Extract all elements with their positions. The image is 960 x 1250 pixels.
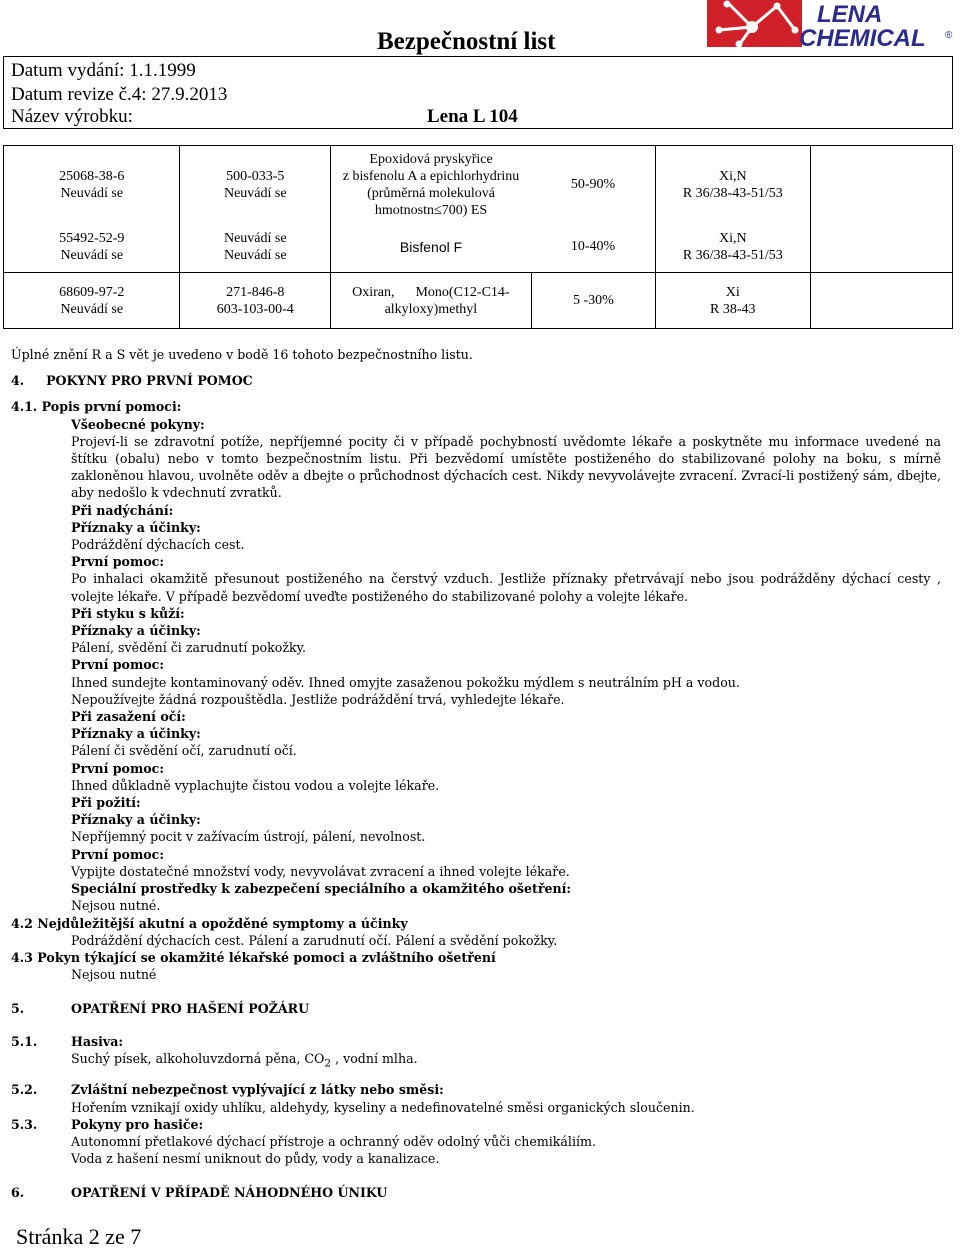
first-aid-label: První pomoc:: [71, 846, 164, 862]
section52-text: Hořením vznikají oxidy uhlíku, aldehydy, kyseliny a nedefinovatelné směsi organických sloučenin.: [71, 1099, 695, 1115]
section43-text: Nejsou nutné: [71, 967, 157, 983]
empty-cell: [810, 146, 952, 273]
ec-cell: 500-033-5 Neuvádí se Neuvádí se Neuvádí se: [180, 146, 331, 273]
empty-cell: [810, 273, 952, 329]
special-text: Nejsou nutné.: [71, 898, 161, 914]
section43-title: 4.3 Pokyn týkající se okamžité lékařské pomoci a zvláštního ošetření: [11, 949, 496, 965]
general-label: Všeobecné pokyny:: [71, 416, 205, 432]
cas-cell: 25068-38-6 Neuvádí se 55492-52-9 Neuvádí se: [4, 146, 180, 273]
logo-text-bottom: CHEMICAL: [799, 25, 926, 50]
concentration: 10-40%: [570, 239, 616, 254]
r-s-note: Úplné znění R a S vět je uvedeno v bodě 16 tohoto bezpečnostního listu.: [11, 347, 473, 362]
section41-title: 4.1. Popis první pomoci:: [11, 399, 182, 415]
product-label: Název výrobku:: [11, 106, 133, 127]
composition-table: [3, 145, 953, 329]
eye-label: Při zasažení očí:: [71, 709, 186, 725]
inhalation-label: Při nadýchání:: [71, 502, 174, 518]
section4-heading: 4. POKYNY PRO PRVNÍ POMOC: [11, 373, 253, 389]
section6-heading: 6. OPATŘENÍ V PŘÍPADĚ NÁHODNÉHO ÚNIKU: [11, 1185, 388, 1201]
eye-symptoms: Pálení či svědění očí, zarudnutí očí.: [71, 743, 297, 759]
main-content: [11, 346, 941, 1202]
symptoms-label: Příznaky a účinky:: [71, 812, 201, 828]
table-row: [4, 273, 953, 329]
class-cell: Xi R 38-43: [656, 273, 811, 329]
first-aid-label: První pomoc:: [71, 657, 164, 673]
section42-title: 4.2 Nejdůležitější akutní a opožděné symptomy a účinky: [11, 915, 408, 931]
section53-text-2: Voda z hašení nesmí uniknout do půdy, vody a kanalizace.: [71, 1151, 440, 1167]
symptoms-label: Příznaky a účinky:: [71, 726, 201, 742]
table-row: [4, 146, 953, 273]
skin-label: Při styku s kůží:: [71, 605, 185, 621]
eye-aid: Ihned důkladně vyplachujte čistou vodou a volejte lékaře.: [71, 777, 440, 793]
ingestion-aid: Vypijte dostatečné množství vody, nevyvolávat zvracení a ihned volejte lékaře.: [71, 863, 570, 879]
name-conc-cell: Epoxidová pryskyřice z bisfenolu A a epichlorhydrinu (průměrná molekulová hmotnostn≤700) ES 50-90% Bisfenol F 10-40%: [331, 146, 656, 273]
section5-heading: 5. OPATŘENÍ PRO HAŠENÍ POŽÁRU: [11, 1001, 310, 1017]
symptoms-label: Příznaky a účinky:: [71, 623, 201, 639]
ingestion-label: Při požití:: [71, 795, 141, 811]
cas-cell: 68609-97-2 Neuvádí se: [4, 273, 180, 329]
special-label: Speciální prostředky k zabezpečení speciálního a okamžitého ošetření:: [71, 881, 572, 897]
skin-symptoms: Pálení, svědění či zarudnutí pokožky.: [71, 640, 307, 656]
section42-text: Podráždění dýchacích cest. Pálení a zarudnutí očí. Pálení a svědění pokožky.: [71, 932, 558, 948]
class-cell: Xi,N R 36/38-43-51/53 Xi,N R 36/38-43-51/53: [656, 146, 811, 273]
document-title: Bezpečnostní list: [377, 28, 556, 55]
skin-aid-1: Ihned sundejte kontaminovaný oděv. Ihned omyjte zasaženou pokožku mýdlem s neutrálním pH a vodou.: [71, 674, 740, 690]
ingestion-symptoms: Nepříjemný pocit v zažívacím ústrojí, pálení, nevolnost.: [71, 829, 426, 845]
first-aid-label: První pomoc:: [71, 760, 164, 776]
logo-registered: ®: [945, 30, 953, 41]
conc-cell: 5 -30%: [531, 273, 655, 329]
lena-chemical-logo-icon: [707, 0, 959, 50]
symptoms-label: Příznaky a účinky:: [71, 519, 201, 535]
ec-cell: 271-846-8 603-103-00-4: [180, 273, 331, 329]
skin-aid-2: Nepoužívejte žádná rozpouštědla. Jestliže podráždění trvá, vyhledejte lékaře.: [71, 691, 565, 707]
section51-title: 5.1. Hasiva:: [11, 1033, 124, 1049]
logo-text-top: LENA: [817, 1, 883, 28]
revision-date: Datum revize č.4: 27.9.2013: [11, 84, 228, 105]
first-aid-label: První pomoc:: [71, 554, 164, 570]
name-cell: Oxiran, Mono(C12-C14- alkyloxy)methyl: [331, 273, 532, 329]
section51-text: Suchý písek, alkoholuvzdorná pěna, $CO_2$ , vodní mlha.: [71, 1050, 418, 1070]
section53-text-1: Autonomní přetlakové dýchací přístroje a ochranný oděv odolný vůči chemikáliím.: [71, 1134, 596, 1150]
section52-title: 5.2. Zvláštní nebezpečnost vyplývající z látky nebo směsi:: [11, 1082, 444, 1098]
product-name: Lena L 104: [427, 106, 518, 127]
section53-title: 5.3. Pokyny pro hasiče:: [11, 1116, 204, 1132]
inhalation-aid: Po inhalaci okamžitě přesunout postiženého na čerstvý vzduch. Jestliže příznaky přetrvávají nebo jsou podrážděny dýchací cesty , volejte lékaře. V případě bezvědomí uveďte postiženého do stabilizované polohy a volejte lékaře.: [71, 571, 941, 604]
issue-date: Datum vydání: 1.1.1999: [11, 60, 196, 81]
page-number: Stránka 2 ze 7: [16, 1224, 142, 1249]
inhalation-symptoms: Podráždění dýchacích cest.: [71, 537, 245, 553]
concentration: 50-90%: [570, 177, 616, 192]
substance-name: Bisfenol F: [399, 239, 463, 255]
general-text: Projeví-li se zdravotní potíže, nepříjemné pocity či v případě pochybností uvědomte lékaře a poskytněte mu informace uvedené na štítku (obalu) nebo v tomto bezpečnostním listu. Při bezvědomí umístěte postiženého do stabilizované polohy na boku, s mírně zakloněnou hlavou, uvolněte oděv a dbejte o průchodnost dýchacích cest. Nikdy nevyvolávejte zvracení. Zvrací-li postižený sám, dbejte, aby nedošlo k vdechnutí zvratků.: [71, 433, 941, 501]
company-logo: [707, 0, 959, 50]
